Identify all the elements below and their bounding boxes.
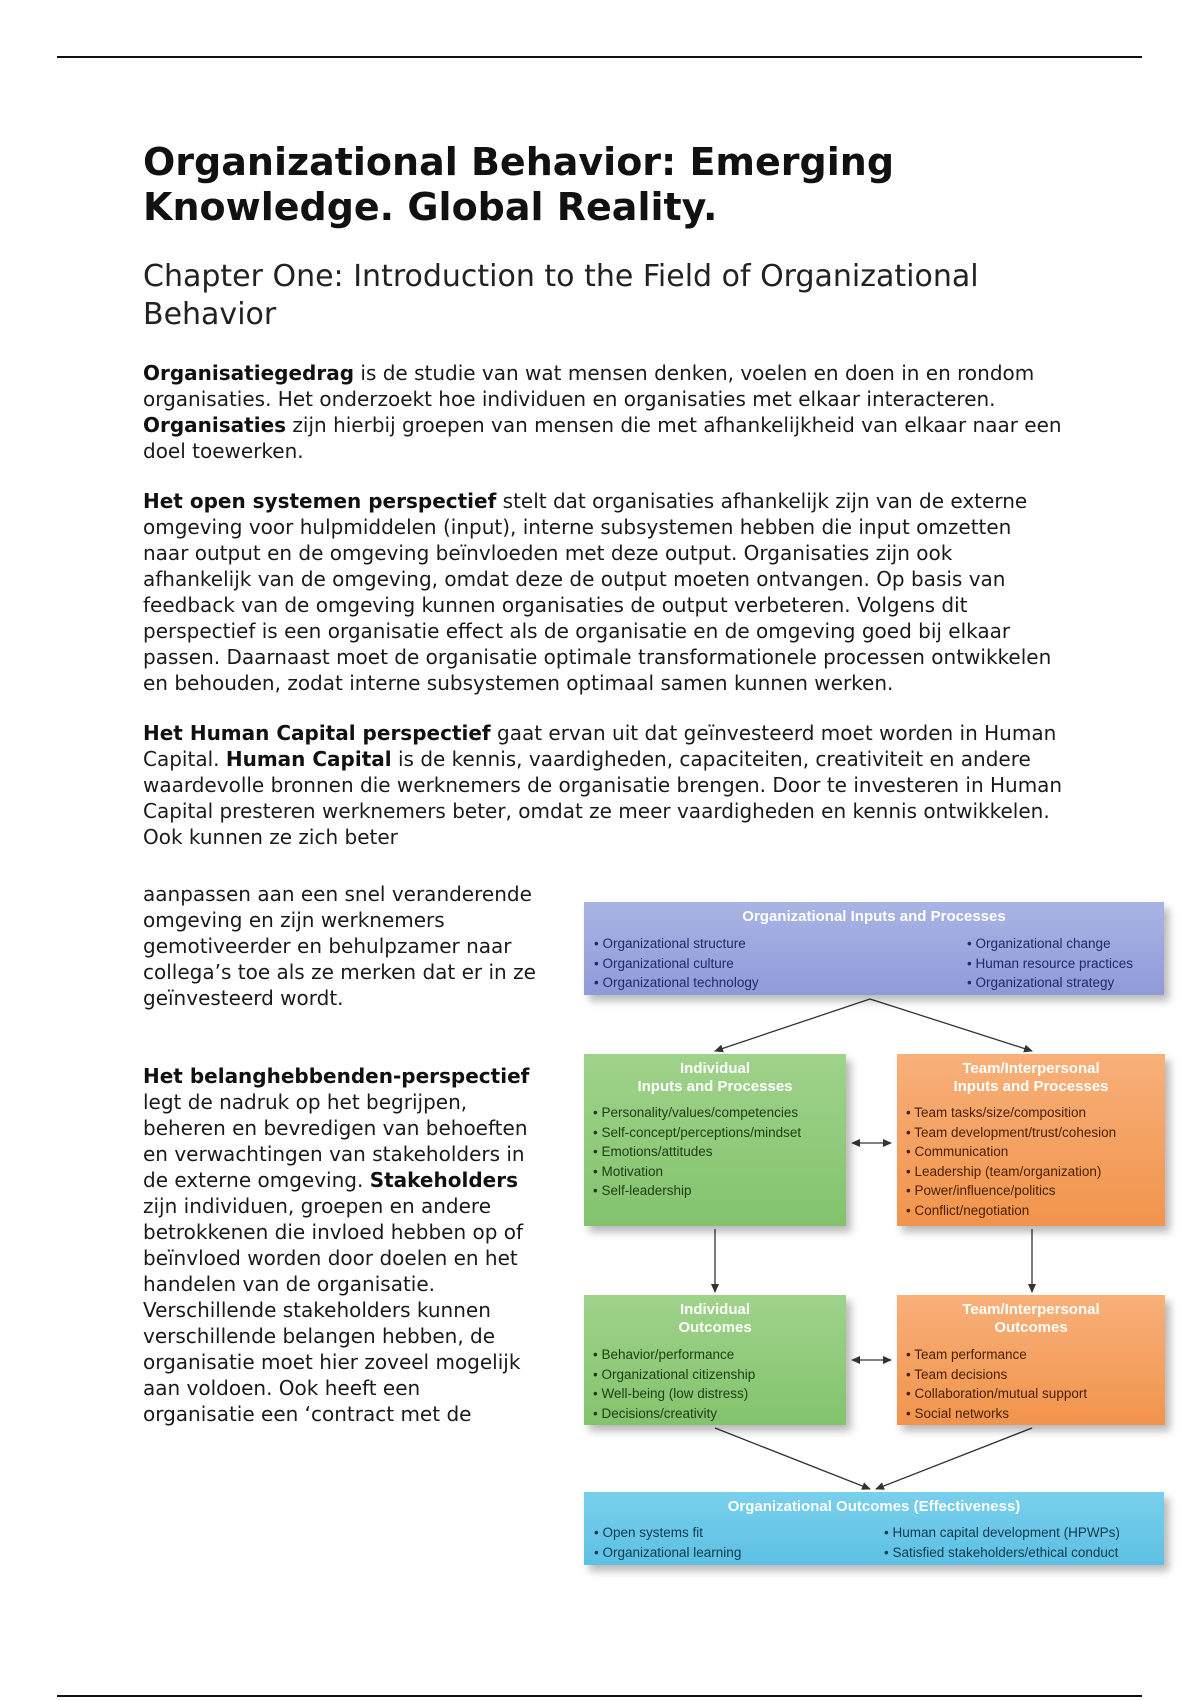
list [593,1345,755,1423]
box-title-line: Outcomes [678,1319,752,1336]
list-item: • Team decisions [906,1365,1087,1385]
arrow-top-to-individual [715,999,870,1051]
term-human-capital: Human Capital [225,747,392,771]
arrow-top-to-team [870,999,1032,1051]
list-item: • Team performance [906,1345,1087,1365]
box-title [584,1054,846,1096]
paragraph-stakeholders [143,1063,538,1427]
list-right [884,1523,1120,1562]
box-team-inputs [897,1054,1165,1226]
paragraph-text: stelt dat organisaties afhankelijk zijn van de externe omgeving voor hulpmiddelen (input), interne subsystemen hebben die input omzetten naar output en de omgeving beïnvloeden met deze output. Organisaties zijn ook afhankelijk van de omgeving, omdat deze de output moeten ontvangen. Op basis van feedback van de omgeving kunnen organisaties de output verbeteren. Volgens dit perspectief is een organisatie effect als de organisatie en de omgeving goed bij elkaar passen. Daarnaast moet de organisatie optimale transformationele processen ontwikkelen en behouden, zodat interne subsystemen optimaal samen kunnen werken. [143,489,1052,695]
box-title-line: Inputs and Processes [637,1078,793,1095]
list-item: • Social networks [906,1404,1087,1424]
box-title-line: Team/Interpersonal [962,1060,1100,1077]
list-item: • Power/influence/politics [906,1181,1116,1201]
term-stakeholder-perspective: Het belanghebbenden-perspectief [143,1064,530,1088]
list-item: • Behavior/performance [593,1345,755,1365]
list-item: • Organizational strategy [967,973,1133,993]
list-item: • Organizational structure [594,934,759,954]
list [906,1103,1116,1220]
list-item: • Satisfied stakeholders/ethical conduct [884,1543,1120,1563]
list-item: • Team development/trust/cohesion [906,1123,1116,1143]
list-item: • Team tasks/size/composition [906,1103,1116,1123]
paragraph-human-capital [143,720,1063,850]
list-item: • Organizational culture [594,954,759,974]
paragraph-text: is de kennis, vaardigheden, capaciteiten, creativiteit en andere waardevolle bronnen die werknemers de organisatie brengen. Door te investeren in Human Capital presteren werknemers beter, omdat ze meer vaardigheden en kennis ontwikkelen. Ook kunnen ze zich beter [143,747,1063,849]
paragraph-text: is de studie van wat mensen denken, voelen en doen in en rondom organisaties. Het onderzoekt hoe individuen en organisaties met elkaar interacteren. [143,361,1035,411]
list-item: • Organizational technology [594,973,759,993]
box-title: Organizational Outcomes (Effectiveness) [727,1498,1021,1515]
paragraph-text: zijn individuen, groepen en andere betrokkenen die invloed hebben op of beïnvloed worden door doelen en het handelen van de organisatie. Verschillende stakeholders kunnen verschillende belangen hebben, de organisatie moet hier zoveel mogelijk aan voldoen. Ook heeft een organisatie een ‘contract met de [143,1194,524,1426]
top-rule [57,56,1142,58]
list-item: • Leadership (team/organization) [906,1162,1116,1182]
term-organisatiegedrag: Organisatiegedrag [143,361,355,385]
box-organizational-inputs [584,902,1164,995]
list-item: • Self-concept/perceptions/mindset [593,1123,801,1143]
list-item: • Organizational citizenship [593,1365,755,1385]
list-item: • Personality/values/competencies [593,1103,801,1123]
list-left [594,934,759,993]
list-item: • Well-being (low distress) [593,1384,755,1404]
arrow-team-to-org [876,1428,1032,1489]
list-item: • Emotions/attitudes [593,1142,801,1162]
list-item: • Decisions/creativity [593,1404,755,1424]
list-item: • Conflict/negotiation [906,1201,1116,1221]
paragraph-text: legt de nadruk op het begrijpen, beheren en bevredigen van behoeften en verwachtingen van stakeholders in de externe omgeving. [143,1090,528,1192]
paragraph-organisatiegedrag [143,360,1063,464]
list-left [594,1523,741,1562]
box-title-line: Inputs and Processes [953,1078,1109,1095]
list-item: • Open systems fit [594,1523,741,1543]
box-title [584,1295,846,1337]
term-organisaties: Organisaties [143,413,287,437]
box-title: Organizational Inputs and Processes [742,908,1006,925]
list-item: • Human capital development (HPWPs) [884,1523,1120,1543]
list-item: • Communication [906,1142,1116,1162]
paragraph-text: gaat ervan uit dat geïnvesteerd moet worden in Human Capital. [143,721,1057,771]
list-item: • Organizational change [967,934,1133,954]
box-organizational-outcomes [584,1492,1164,1565]
document-title: Organizational Behavior: Emerging Knowledge. Global Reality. [143,140,895,229]
box-team-outcomes [897,1295,1165,1425]
arrow-individual-to-org [715,1428,870,1489]
list-item: • Motivation [593,1162,801,1182]
box-title-line: Outcomes [994,1319,1068,1336]
box-title-line: Individual [679,1060,750,1077]
document-body [143,140,1063,850]
box-individual-outcomes [584,1295,846,1425]
ob-framework-diagram [570,897,1170,1587]
box-title-line: Individual [679,1301,750,1318]
box-title-line: Team/Interpersonal [962,1301,1100,1318]
diagram-arrows [570,897,1170,1587]
term-stakeholders: Stakeholders [369,1168,518,1192]
box-individual-inputs [584,1054,846,1226]
list-item: • Collaboration/mutual support [906,1384,1087,1404]
paragraph-text: zijn hierbij groepen van mensen die met afhankelijkheid van elkaar naar een doel toewerken. [143,413,1062,463]
list-item: • Human resource practices [967,954,1133,974]
list-right [967,934,1133,993]
box-title [897,1295,1165,1337]
list-item: • Self-leadership [593,1181,801,1201]
list [593,1103,801,1201]
term-human-capital-perspective: Het Human Capital perspectief [143,721,491,745]
chapter-heading: Chapter One: Introduction to the Field of Organizational Behavior [143,259,979,332]
term-open-systems: Het open systemen perspectief [143,489,497,513]
paragraph-open-systems [143,488,1063,696]
list [906,1345,1087,1423]
paragraph-human-capital-continued: aanpassen aan een snel veranderende omgeving en zijn werknemers gemotiveerder en behulpzamer naar collega’s toe als ze merken dat er in ze geïnvesteerd wordt. [143,882,536,1010]
bottom-rule [57,1695,1142,1697]
box-title [897,1054,1165,1096]
list-item: • Organizational learning [594,1543,741,1563]
